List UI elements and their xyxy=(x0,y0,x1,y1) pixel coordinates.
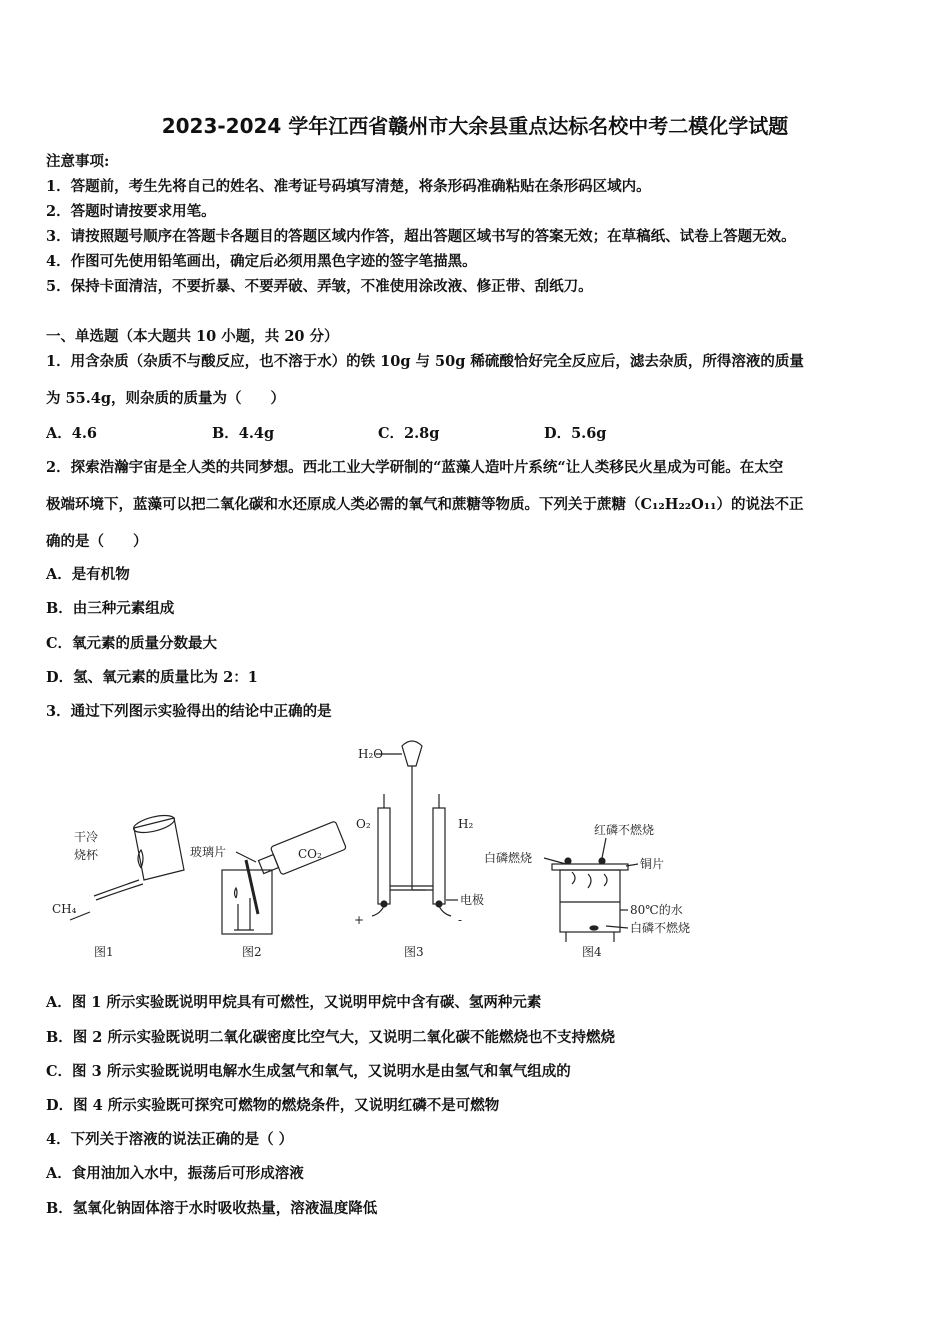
fig4-caption: 图4 xyxy=(582,945,602,959)
option: A．食用油加入水中，振荡后可形成溶液 xyxy=(46,1165,304,1182)
fig3-caption: 图3 xyxy=(404,945,424,959)
figure-4 xyxy=(484,822,690,959)
fig3-plus: + xyxy=(354,913,365,927)
figure-2 xyxy=(190,821,346,959)
notice-item: 2．答题时请按要求用笔。 xyxy=(46,203,216,220)
option: D．5.6g xyxy=(544,425,607,442)
fig4-copper-label: 铜片 xyxy=(640,857,665,871)
question-2-line: 确的是（ ） xyxy=(46,533,148,550)
option: B．氢氧化钠固体溶于水时吸收热量，溶液温度降低 xyxy=(46,1200,378,1217)
page-title: 2023-2024 学年江西省赣州市大余县重点达标名校中考二模化学试题 xyxy=(161,114,789,138)
figure-3 xyxy=(354,741,484,959)
question-1-line: 1．用含杂质（杂质不与酸反应，也不溶于水）的铁 10g 与 50g 稀硫酸恰好完全反应后，滤去杂质，所得溶液的质量 xyxy=(46,353,804,370)
option: A．是有机物 xyxy=(46,566,130,583)
option: C．氧元素的质量分数最大 xyxy=(46,635,218,652)
fig4-water-label: 80℃的水 xyxy=(630,903,683,917)
question-2-line: 极端环境下，蓝藻可以把二氧化碳和水还原成人类必需的氧气和蔗糖等物质。下列关于蔗糖（C₁₂H₂₂O₁₁）的说法不正 xyxy=(46,496,804,513)
fig1-label-bottom: 烧杯 xyxy=(74,848,99,862)
fig1-gas-label: CH₄ xyxy=(52,902,77,916)
option: B．4.4g xyxy=(212,425,275,442)
question-1-options xyxy=(46,424,710,444)
option: A．4.6 xyxy=(46,425,97,442)
question-2-line: 2．探索浩瀚宇宙是全人类的共同梦想。西北工业大学研制的“蓝藻人造叶片系统“让人类移民火星成为可能。在太空 xyxy=(46,459,784,476)
option: D．图 4 所示实验既可探究可燃物的燃烧条件，又说明红磷不是可燃物 xyxy=(46,1097,500,1114)
question-4-stem: 4．下列关于溶液的说法正确的是（ ） xyxy=(46,1131,294,1148)
fig2-gas-label: CO₂ xyxy=(298,847,322,861)
option: D．氢、氧元素的质量比为 2：1 xyxy=(46,669,258,686)
notice-item: 4．作图可先使用铅笔画出，确定后必须用黑色字迹的签字笔描黑。 xyxy=(46,253,477,270)
fig2-caption: 图2 xyxy=(242,945,262,959)
option: B．由三种元素组成 xyxy=(46,600,175,617)
option: B．图 2 所示实验既说明二氧化碳密度比空气大，又说明二氧化碳不能燃烧也不支持燃烧 xyxy=(46,1029,615,1046)
section-heading: 一、单选题（本大题共 10 小题，共 20 分） xyxy=(46,328,339,345)
fig4-white-phosphorus-burns: 白磷燃烧 xyxy=(484,851,533,865)
option: C．2.8g xyxy=(378,425,440,442)
option: A．图 1 所示实验既说明甲烷具有可燃性，又说明甲烷中含有碳、氢两种元素 xyxy=(46,994,542,1011)
notice-item: 1．答题前，考生先将自己的姓名、准考证号码填写清楚，将条形码准确粘贴在条形码区域内。 xyxy=(46,178,651,195)
option: C．图 3 所示实验既说明电解水生成氢气和氧气，又说明水是由氢气和氧气组成的 xyxy=(46,1063,571,1080)
fig1-caption: 图1 xyxy=(94,945,114,959)
fig4-white-phosphorus-no-burn: 白磷不燃烧 xyxy=(630,921,691,935)
notice-item: 3．请按照题号顺序在答题卡各题目的答题区域内作答，超出答题区域书写的答案无效；在草稿纸、试卷上答题无效。 xyxy=(46,228,796,245)
fig4-red-phosphorus: 红磷不燃烧 xyxy=(594,823,655,837)
question-3-stem: 3．通过下列图示实验得出的结论中正确的是 xyxy=(46,703,332,720)
figure-1 xyxy=(52,812,184,959)
fig2-rod-label: 玻璃片 xyxy=(190,845,227,859)
notice-heading: 注意事项: xyxy=(46,153,110,170)
fig3-electrode-label: 电极 xyxy=(460,893,485,907)
fig1-label-top: 干冷 xyxy=(74,830,99,844)
fig3-minus: - xyxy=(458,913,463,927)
experiment-figure xyxy=(46,738,726,970)
fig3-left-gas: O₂ xyxy=(356,817,371,831)
fig3-water-label: H₂O xyxy=(358,747,384,761)
notice-item: 5．保持卡面清洁，不要折暴、不要弄破、弄皱，不准使用涂改液、修正带、刮纸刀。 xyxy=(46,278,593,295)
fig3-right-gas: H₂ xyxy=(458,817,474,831)
question-1-line: 为 55.4g，则杂质的质量为（ ） xyxy=(46,390,286,407)
